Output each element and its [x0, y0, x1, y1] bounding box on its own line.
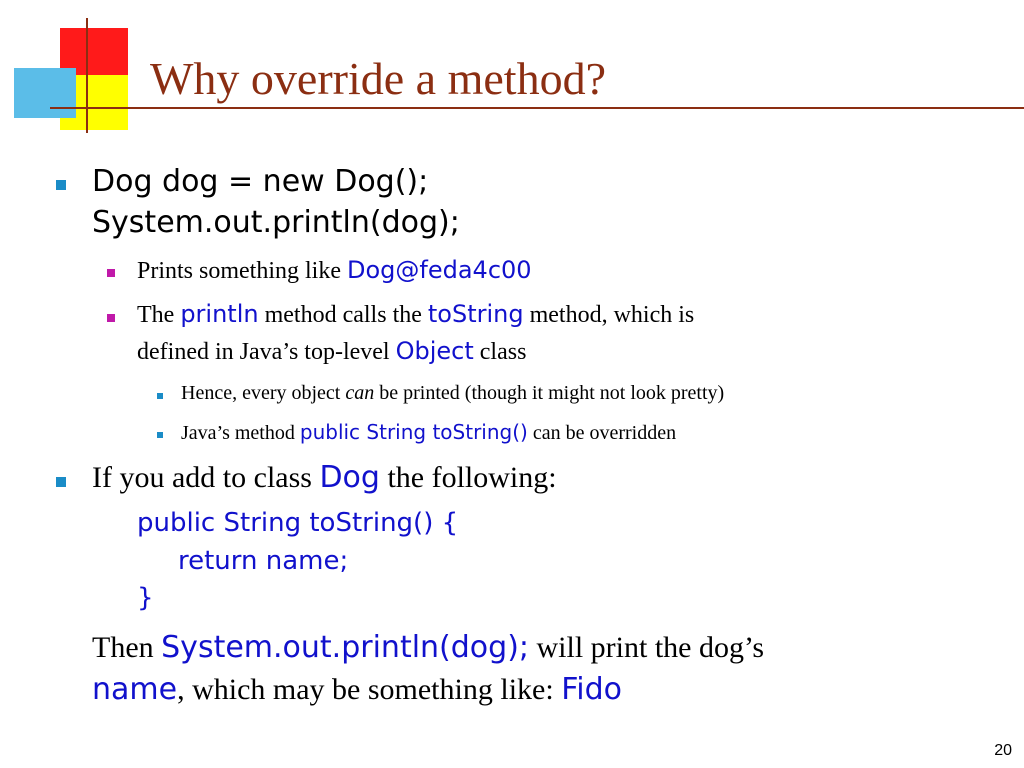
sub-bullet-2-marker — [107, 314, 115, 322]
then-text-2: will print the dog’s — [529, 631, 765, 664]
title-rule — [50, 107, 1024, 109]
then-line-1 — [92, 630, 764, 665]
code-block-line-2: return name; — [178, 546, 349, 576]
then-text-3: , which may be something like: — [177, 673, 562, 706]
page-number: 20 — [994, 742, 1012, 759]
bullet-2-code-dog: Dog — [319, 460, 380, 495]
sub-bullet-2-line-2 — [137, 337, 526, 366]
sub-bullet-2-text-5: class — [473, 339, 527, 365]
sub-bullet-2-code-println: println — [180, 300, 259, 328]
bullet-1-marker — [56, 180, 66, 190]
logo-vertical-line — [86, 18, 88, 133]
then-text-1: Then — [92, 631, 162, 664]
sub-sub-bullet-2-text-2: can be overridden — [527, 422, 677, 444]
sub-bullet-2-line-1 — [137, 300, 694, 329]
sub-sub-bullet-1-marker — [157, 393, 163, 399]
sub-bullet-1-marker — [107, 269, 115, 277]
then-code-name: name — [92, 672, 178, 707]
sub-bullet-2-text-2: method calls the — [258, 302, 428, 328]
then-code-fido: Fido — [561, 672, 622, 707]
sub-sub-bullet-2-marker — [157, 432, 163, 438]
sub-bullet-2-text-4: defined in Java’s top-level — [137, 339, 396, 365]
sub-sub-bullet-1-emphasis: can — [345, 382, 375, 404]
bullet-1-code-line-1: Dog dog = new Dog(); — [92, 164, 429, 199]
sub-bullet-2-text-3: method, which is — [523, 302, 695, 328]
bullet-1-code-line-2: System.out.println(dog); — [92, 205, 460, 240]
sub-sub-bullet-1-text-1: Hence, every object — [181, 382, 346, 404]
slide-title: Why override a method? — [150, 53, 606, 104]
then-code-println: System.out.println(dog); — [161, 630, 530, 665]
code-block-line-3: } — [137, 583, 154, 613]
sub-bullet-2-code-tostring: toString — [427, 300, 524, 328]
bullet-2-text-1: If you add to class — [92, 461, 320, 494]
then-line-2 — [92, 672, 622, 707]
sub-bullet-2-code-object: Object — [395, 337, 474, 365]
sub-sub-bullet-1-text-2: be printed (though it might not look pretty) — [374, 382, 725, 404]
logo-blue-square — [14, 68, 76, 118]
sub-sub-bullet-2-text-1: Java’s method — [181, 422, 300, 444]
bullet-2-text-2: the following: — [379, 461, 557, 494]
sub-sub-bullet-1 — [181, 382, 724, 405]
sub-sub-bullet-2 — [181, 420, 676, 445]
bullet-2-line — [92, 460, 557, 495]
sub-bullet-1 — [137, 256, 532, 285]
code-block-line-1: public String toString() { — [137, 508, 459, 538]
sub-bullet-1-code: Dog@feda4c00 — [347, 256, 532, 284]
bullet-2-marker — [56, 477, 66, 487]
sub-bullet-1-text: Prints something like — [137, 258, 347, 284]
sub-bullet-2-text-1: The — [137, 302, 181, 328]
sub-sub-bullet-2-code: public String toString() — [299, 420, 528, 444]
